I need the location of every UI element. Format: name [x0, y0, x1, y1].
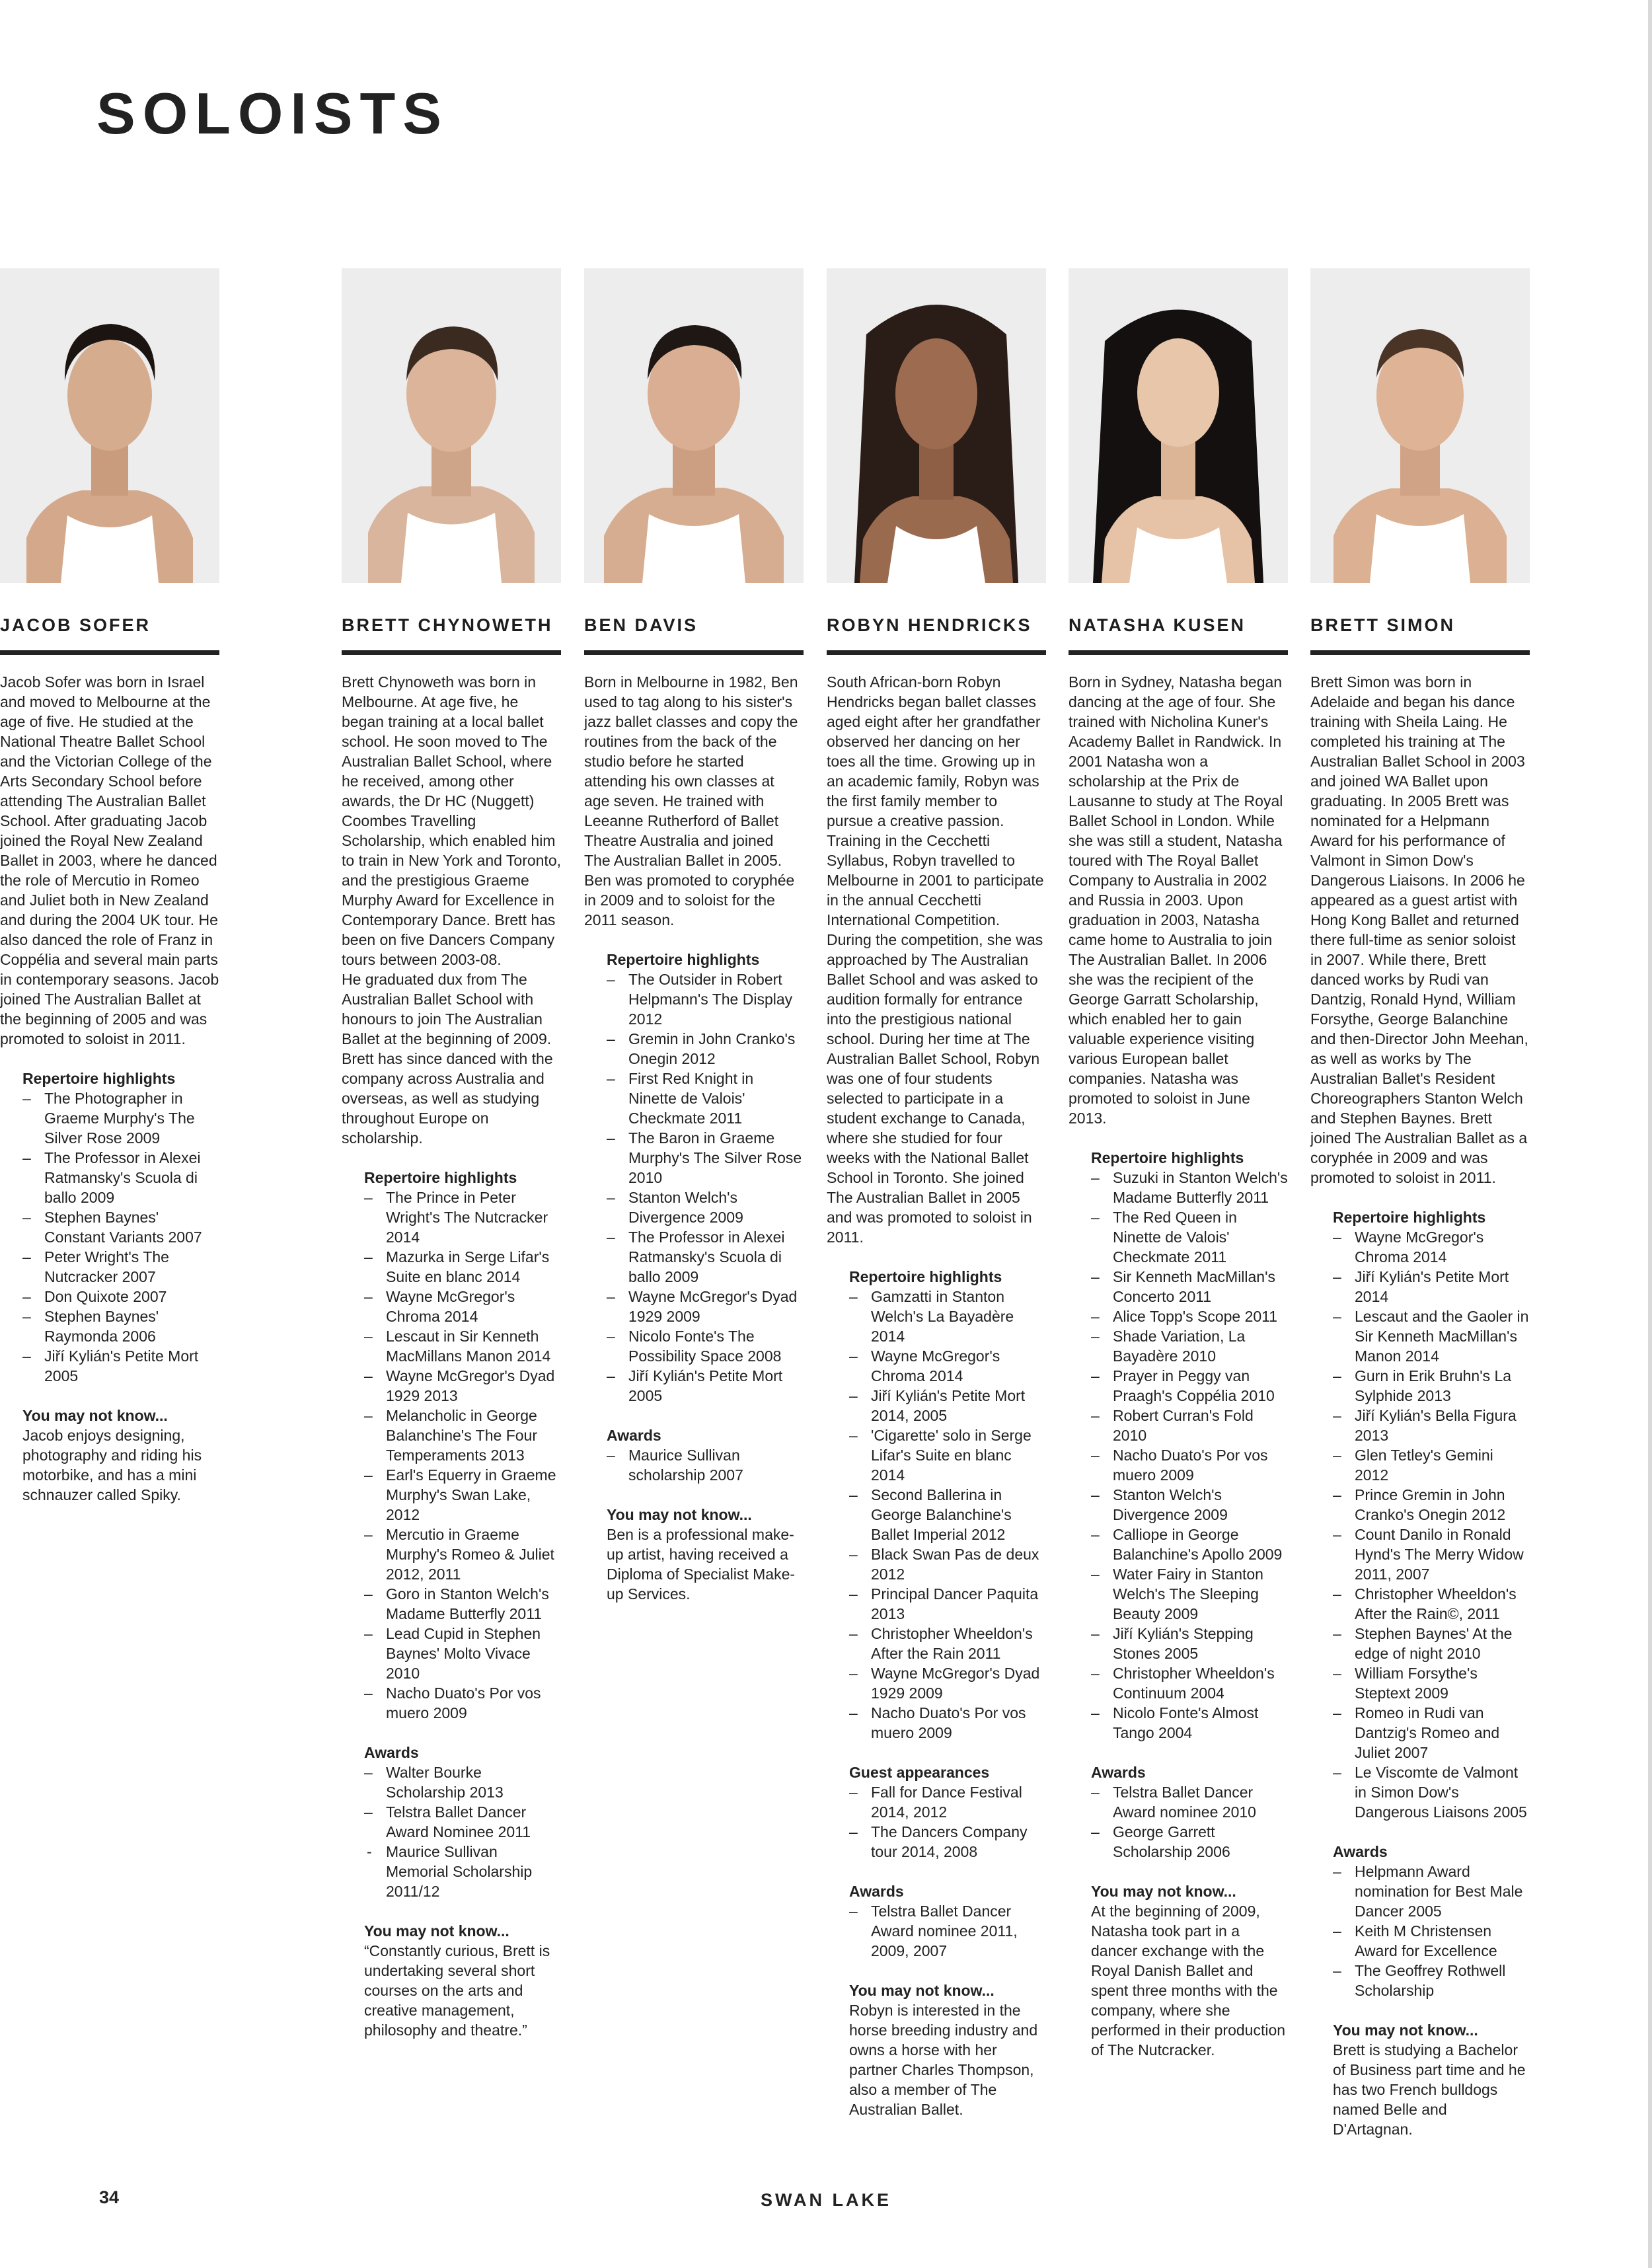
dancer-bio	[1069, 672, 1288, 1128]
repertoire-item: – Jiří Kylián's Bella Figura 2013	[1333, 1406, 1530, 1445]
know-section	[0, 1406, 219, 1505]
divider-rule	[1310, 650, 1530, 655]
award-item: – The Geoffrey Rothwell Scholarship	[1333, 1961, 1530, 2000]
repertoire-item: – Nacho Duato's Por vos muero 2009	[1091, 1445, 1288, 1485]
page-number: 34	[99, 2187, 120, 2207]
portrait-photo	[342, 268, 561, 583]
repertoire-item: – Goro in Stanton Welch's Madame Butterfly 2011	[364, 1584, 561, 1624]
know-text: Jacob enjoys designing, photography and riding his motorbike, and has a mini schnauzer called Spiky.	[22, 1427, 202, 1503]
repertoire-item: – The Professor in Alexei Ratmansky's Scuola di ballo 2009	[22, 1148, 219, 1207]
repertoire-section	[342, 1168, 561, 1723]
know-heading: You may not know...	[1091, 1883, 1236, 1900]
repertoire-item: – Glen Tetley's Gemini 2012	[1333, 1445, 1530, 1485]
portrait-photo	[0, 268, 219, 583]
awards-heading: Awards	[849, 1883, 904, 1900]
award-item: – Telstra Ballet Dancer Award nominee 2010	[1091, 1782, 1288, 1822]
bio-paragraph: Born in Sydney, Natasha began dancing at the age of four. She trained with Nicholina Kuner's Academy Ballet in Randwick. In 2001 Natasha won a scholarship at the Prix de Lausanne to study at The Royal Ballet School in London. While she was still a student, Natasha toured with The Royal Ballet Company to Australia in 2002 and Russia in 2003. Upon graduation in 2003, Natasha came home to Australia to join The Australian Ballet. In 2006 she was the recipient of the George Garratt Scholarship, which enabled her to gain valuable experience visiting various European ballet companies. Natasha was promoted to soloist in June 2013.	[1069, 673, 1283, 1127]
know-text: Robyn is interested in the horse breeding industry and owns a horse with her partner Charles Thompson, also a member of The Australian Ballet.	[849, 2002, 1038, 2118]
dancer-column-ben-davis	[584, 268, 804, 1604]
repertoire-heading: Repertoire highlights	[22, 1070, 176, 1087]
repertoire-item: – Earl's Equerry in Graeme Murphy's Swan Lake, 2012	[364, 1465, 561, 1525]
repertoire-item: – Mazurka in Serge Lifar's Suite en blanc 2014	[364, 1247, 561, 1287]
divider-rule	[342, 650, 561, 655]
repertoire-heading: Repertoire highlights	[849, 1268, 1002, 1285]
repertoire-item: – Calliope in George Balanchine's Apollo 2009	[1091, 1525, 1288, 1564]
dancer-bio	[1310, 672, 1530, 1188]
repertoire-item: – Stanton Welch's Divergence 2009	[607, 1188, 804, 1227]
know-text: Brett is studying a Bachelor of Business part time and he has two French bulldogs named Belle and D'Artagnan.	[1333, 2041, 1526, 2138]
portrait-illustration	[1069, 268, 1288, 583]
repertoire-item: – Stephen Baynes' At the edge of night 2010	[1333, 1624, 1530, 1663]
award-item: – Maurice Sullivan scholarship 2007	[607, 1445, 804, 1485]
portrait-photo	[1069, 268, 1288, 583]
know-heading: You may not know...	[607, 1506, 752, 1523]
repertoire-item: – Prayer in Peggy van Praagh's Coppélia 2010	[1091, 1366, 1288, 1406]
portrait-photo	[827, 268, 1046, 583]
divider-rule	[0, 650, 219, 655]
bio-paragraph: Brett Simon was born in Adelaide and began his dance training with Sheila Laing. He completed his training at The Australian Ballet School in 2003 and joined WA Ballet upon graduating. In 2005 Brett was nominated for a Helpmann Award for his performance of Valmont in Simon Dow's Dangerous Liaisons. In 2006 he appeared as a guest artist with Hong Kong Ballet and returned there full-time as senior soloist in 2007. While there, Brett danced works by Rudi van Dantzig, Ronald Hynd, William Forsythe, George Balanchine and then-Director John Meehan, as well as works by The Australian Ballet's Resident Choreographers Stanton Welch and Stephen Baynes. Brett joined The Australian Ballet as a coryphée in 2009 and was promoted to soloist in 2011.	[1310, 673, 1528, 1186]
dancer-name: ROBYN HENDRICKS	[827, 615, 1032, 635]
bio-paragraph: Jacob Sofer was born in Israel and moved to Melbourne at the age of five. He studied at the National Theatre Ballet School and the Victorian College of the Arts Secondary School before attending The Australian Ballet School. After graduating Jacob joined the Royal New Zealand Ballet in 2003, where he danced the role of Mercutio in Romeo and Juliet both in New Zealand and during the 2004 UK tour. He also danced the role of Franz in Coppélia and several main parts in contemporary seasons. Jacob joined The Australian Ballet at the beginning of 2005 and was promoted to soloist in 2011.	[0, 673, 219, 1047]
repertoire-item: – Jiří Kylián's Stepping Stones 2005	[1091, 1624, 1288, 1663]
repertoire-item: – The Red Queen in Ninette de Valois' Checkmate 2011	[1091, 1207, 1288, 1267]
award-item: – George Garrett Scholarship 2006	[1091, 1822, 1288, 1862]
awards-heading: Awards	[1333, 1843, 1388, 1860]
repertoire-item: – The Photographer in Graeme Murphy's The Silver Rose 2009	[22, 1088, 219, 1148]
page-edge	[1648, 0, 1652, 2268]
dancer-bio	[827, 672, 1046, 1247]
know-heading: You may not know...	[849, 1982, 995, 1999]
portrait-illustration	[342, 268, 561, 583]
dancer-column-brett-chynoweth	[342, 268, 561, 2040]
repertoire-item: – Prince Gremin in John Cranko's Onegin 2012	[1333, 1485, 1530, 1525]
repertoire-item: – Nacho Duato's Por vos muero 2009	[364, 1683, 561, 1723]
repertoire-item: – Christopher Wheeldon's After the Rain 2011	[849, 1624, 1046, 1663]
repertoire-item: – Wayne McGregor's Dyad 1929 2009	[607, 1287, 804, 1326]
repertoire-item: – Wayne McGregor's Dyad 1929 2013	[364, 1366, 561, 1406]
repertoire-item: – Gamzatti in Stanton Welch's La Bayadère 2014	[849, 1287, 1046, 1346]
repertoire-item: – The Outsider in Robert Helpmann's The Display 2012	[607, 969, 804, 1029]
repertoire-item: – Stephen Baynes' Raymonda 2006	[22, 1306, 219, 1346]
repertoire-section	[1310, 1207, 1530, 1822]
repertoire-item: – Jiří Kylián's Petite Mort 2005	[607, 1366, 804, 1406]
repertoire-item: – Don Quixote 2007	[22, 1287, 219, 1306]
repertoire-item: – Gurn in Erik Bruhn's La Sylphide 2013	[1333, 1366, 1530, 1406]
repertoire-item: – Christopher Wheeldon's Continuum 2004	[1091, 1663, 1288, 1703]
repertoire-item: – Wayne McGregor's Chroma 2014	[1333, 1227, 1530, 1267]
repertoire-item: – 'Cigarette' solo in Serge Lifar's Suite en blanc 2014	[849, 1425, 1046, 1485]
awards-section	[1310, 1842, 1530, 2000]
bio-paragraph: He graduated dux from The Australian Ballet School with honours to join The Australian Ballet at the beginning of 2009. Brett has since danced with the company across Australia and overseas, as well as studying throughout Europe on scholarship.	[342, 971, 553, 1147]
repertoire-item: – Wayne McGregor's Chroma 2014	[849, 1346, 1046, 1386]
dancer-bio	[342, 672, 561, 1148]
repertoire-item: – Nicolo Fonte's The Possibility Space 2008	[607, 1326, 804, 1366]
awards-section	[1069, 1762, 1288, 1862]
divider-rule	[584, 650, 804, 655]
repertoire-item: – Sir Kenneth MacMillan's Concerto 2011	[1091, 1267, 1288, 1306]
dancer-name: JACOB SOFER	[0, 615, 151, 635]
repertoire-item: – Second Ballerina in George Balanchine's Ballet Imperial 2012	[849, 1485, 1046, 1544]
publication-title: SWAN LAKE	[761, 2190, 891, 2210]
repertoire-item: – Lescaut in Sir Kenneth MacMillans Manon 2014	[364, 1326, 561, 1366]
repertoire-item: – Principal Dancer Paquita 2013	[849, 1584, 1046, 1624]
dancer-name: NATASHA KUSEN	[1069, 615, 1246, 635]
repertoire-item: – Christopher Wheeldon's After the Rain©, 2011	[1333, 1584, 1530, 1624]
repertoire-item: – Melancholic in George Balanchine's The Four Temperaments 2013	[364, 1406, 561, 1465]
awards-section	[827, 1881, 1046, 1961]
award-item: – Telstra Ballet Dancer Award Nominee 2011	[364, 1802, 561, 1842]
dancer-column-jacob-sofer	[0, 268, 219, 1505]
portrait-illustration	[0, 268, 219, 583]
repertoire-item: – Stanton Welch's Divergence 2009	[1091, 1485, 1288, 1525]
awards-heading: Awards	[1091, 1764, 1146, 1781]
repertoire-heading: Repertoire highlights	[1091, 1149, 1244, 1166]
award-item: – Walter Bourke Scholarship 2013	[364, 1762, 561, 1802]
award-item: - Maurice Sullivan Memorial Scholarship 2011/12	[364, 1842, 561, 1901]
know-section	[1069, 1881, 1288, 2060]
awards-heading: Awards	[364, 1744, 419, 1761]
dancer-bio	[0, 672, 219, 1049]
repertoire-item: – Suzuki in Stanton Welch's Madame Butterfly 2011	[1091, 1168, 1288, 1207]
awards-section	[584, 1425, 804, 1485]
awards-heading: Awards	[607, 1427, 661, 1444]
know-section	[1310, 2020, 1530, 2139]
repertoire-section	[1069, 1148, 1288, 1743]
repertoire-section	[584, 950, 804, 1406]
dancer-name: BRETT SIMON	[1310, 615, 1455, 635]
dancer-bio	[584, 672, 804, 930]
bio-paragraph: Born in Melbourne in 1982, Ben used to tag along to his sister's jazz ballet classes and copy the routines from the back of the studio before he started attending his own classes at age seven. He trained with Leeanne Rutherford of Ballet Theatre Australia and joined The Australian Ballet in 2005. Ben was promoted to coryphée in 2009 and to soloist for the 2011 season.	[584, 673, 798, 928]
repertoire-item: – Jiří Kylián's Petite Mort 2005	[22, 1346, 219, 1386]
repertoire-item: – Count Danilo in Ronald Hynd's The Merry Widow 2011, 2007	[1333, 1525, 1530, 1584]
divider-rule	[1069, 650, 1288, 655]
repertoire-item: – Lescaut and the Gaoler in Sir Kenneth MacMillan's Manon 2014	[1333, 1306, 1530, 1366]
repertoire-heading: Repertoire highlights	[607, 951, 760, 968]
repertoire-item: – The Professor in Alexei Ratmansky's Scuola di ballo 2009	[607, 1227, 804, 1287]
awards-section	[342, 1743, 561, 1901]
repertoire-item: – William Forsythe's Steptext 2009	[1333, 1663, 1530, 1703]
guest-section	[827, 1762, 1046, 1862]
bio-paragraph: South African-born Robyn Hendricks began ballet classes aged eight after her grandfather observed her dancing on her toes all the time. Growing up in an academic family, Robyn was the first family member to pursue a creative passion. Training in the Cecchetti Syllabus, Robyn travelled to Melbourne in 2001 to participate in the annual Cecchetti International Competition. During the competition, she was approached by The Australian Ballet School and was asked to audition formally for entrance into the prestigious national school. During her time at The Australian Ballet School, Robyn was one of four students selected to participate in a student exchange to Canada, where she studied for four weeks with the National Ballet School in Toronto. She joined The Australian Ballet in 2005 and was promoted to soloist in 2011.	[827, 673, 1044, 1246]
repertoire-item: – Shade Variation, La Bayadère 2010	[1091, 1326, 1288, 1366]
repertoire-item: – Lead Cupid in Stephen Baynes' Molto Vivace 2010	[364, 1624, 561, 1683]
repertoire-item: – Jiří Kylián's Petite Mort 2014	[1333, 1267, 1530, 1306]
know-section	[342, 1921, 561, 2040]
repertoire-item: – Stephen Baynes' Constant Variants 2007	[22, 1207, 219, 1247]
know-text: “Constantly curious, Brett is undertaking several short courses on the arts and creative management, philosophy and theatre.”	[364, 1942, 550, 2039]
dancer-column-natasha-kusen	[1069, 268, 1288, 2060]
know-text: Ben is a professional make-up artist, having received a Diploma of Specialist Make-up Services.	[607, 1526, 796, 1603]
portrait-illustration	[827, 268, 1046, 583]
repertoire-item: – Jiří Kylián's Petite Mort 2014, 2005	[849, 1386, 1046, 1425]
guest-item: – The Dancers Company tour 2014, 2008	[849, 1822, 1046, 1862]
repertoire-item: – Water Fairy in Stanton Welch's The Sleeping Beauty 2009	[1091, 1564, 1288, 1624]
portrait-illustration	[1310, 268, 1530, 583]
repertoire-item: – The Baron in Graeme Murphy's The Silver Rose 2010	[607, 1128, 804, 1188]
repertoire-item: – Romeo in Rudi van Dantzig's Romeo and Juliet 2007	[1333, 1703, 1530, 1762]
dancer-name: BRETT CHYNOWETH	[342, 615, 553, 635]
repertoire-item: – The Prince in Peter Wright's The Nutcracker 2014	[364, 1188, 561, 1247]
page-title: SOLOISTS	[96, 81, 449, 146]
repertoire-item: – Mercutio in Graeme Murphy's Romeo & Juliet 2012, 2011	[364, 1525, 561, 1584]
repertoire-item: – Wayne McGregor's Chroma 2014	[364, 1287, 561, 1326]
repertoire-item: – Alice Topp's Scope 2011	[1091, 1306, 1288, 1326]
know-section	[584, 1505, 804, 1604]
repertoire-heading: Repertoire highlights	[1333, 1209, 1486, 1226]
dancer-name: BEN DAVIS	[584, 615, 698, 635]
repertoire-item: – Robert Curran's Fold 2010	[1091, 1406, 1288, 1445]
portrait-illustration	[584, 268, 804, 583]
repertoire-section	[0, 1069, 219, 1386]
bio-paragraph: Brett Chynoweth was born in Melbourne. At age five, he began training at a local ballet school. He soon moved to The Australian Ballet School, where he received, among other awards, the Dr HC (Nuggett) Coombes Travelling Scholarship, which enabled him to train in New York and Toronto, and the prestigious Graeme Murphy Award for Excellence in Contemporary Dance. Brett has been on five Dancers Company tours between 2003-08.	[342, 673, 562, 968]
award-item: – Keith M Christensen Award for Excellence	[1333, 1921, 1530, 1961]
know-heading: You may not know...	[364, 1922, 509, 1940]
repertoire-item: – Wayne McGregor's Dyad 1929 2009	[849, 1663, 1046, 1703]
repertoire-item: – Black Swan Pas de deux 2012	[849, 1544, 1046, 1584]
dancer-column-robyn-hendricks	[827, 268, 1046, 2119]
know-heading: You may not know...	[1333, 2022, 1478, 2039]
dancer-column-brett-simon	[1310, 268, 1530, 2139]
repertoire-section	[827, 1267, 1046, 1743]
know-section	[827, 1981, 1046, 2119]
portrait-photo	[584, 268, 804, 583]
repertoire-item: – Nacho Duato's Por vos muero 2009	[849, 1703, 1046, 1743]
repertoire-item: – Peter Wright's The Nutcracker 2007	[22, 1247, 219, 1287]
award-item: – Helpmann Award nomination for Best Male Dancer 2005	[1333, 1862, 1530, 1921]
repertoire-item: – First Red Knight in Ninette de Valois' Checkmate 2011	[607, 1069, 804, 1128]
know-heading: You may not know...	[22, 1407, 168, 1424]
award-item: – Telstra Ballet Dancer Award nominee 2011, 2009, 2007	[849, 1901, 1046, 1961]
divider-rule	[827, 650, 1046, 655]
repertoire-item: – Gremin in John Cranko's Onegin 2012	[607, 1029, 804, 1069]
repertoire-item: – Le Viscomte de Valmont in Simon Dow's Dangerous Liaisons 2005	[1333, 1762, 1530, 1822]
repertoire-item: – Nicolo Fonte's Almost Tango 2004	[1091, 1703, 1288, 1743]
guest-item: – Fall for Dance Festival 2014, 2012	[849, 1782, 1046, 1822]
guest-heading: Guest appearances	[849, 1764, 990, 1781]
repertoire-heading: Repertoire highlights	[364, 1169, 517, 1186]
portrait-photo	[1310, 268, 1530, 583]
know-text: At the beginning of 2009, Natasha took part in a dancer exchange with the Royal Danish Ballet and spent three months with the company, where she performed in their production of The Nutcracker.	[1091, 1903, 1286, 2059]
